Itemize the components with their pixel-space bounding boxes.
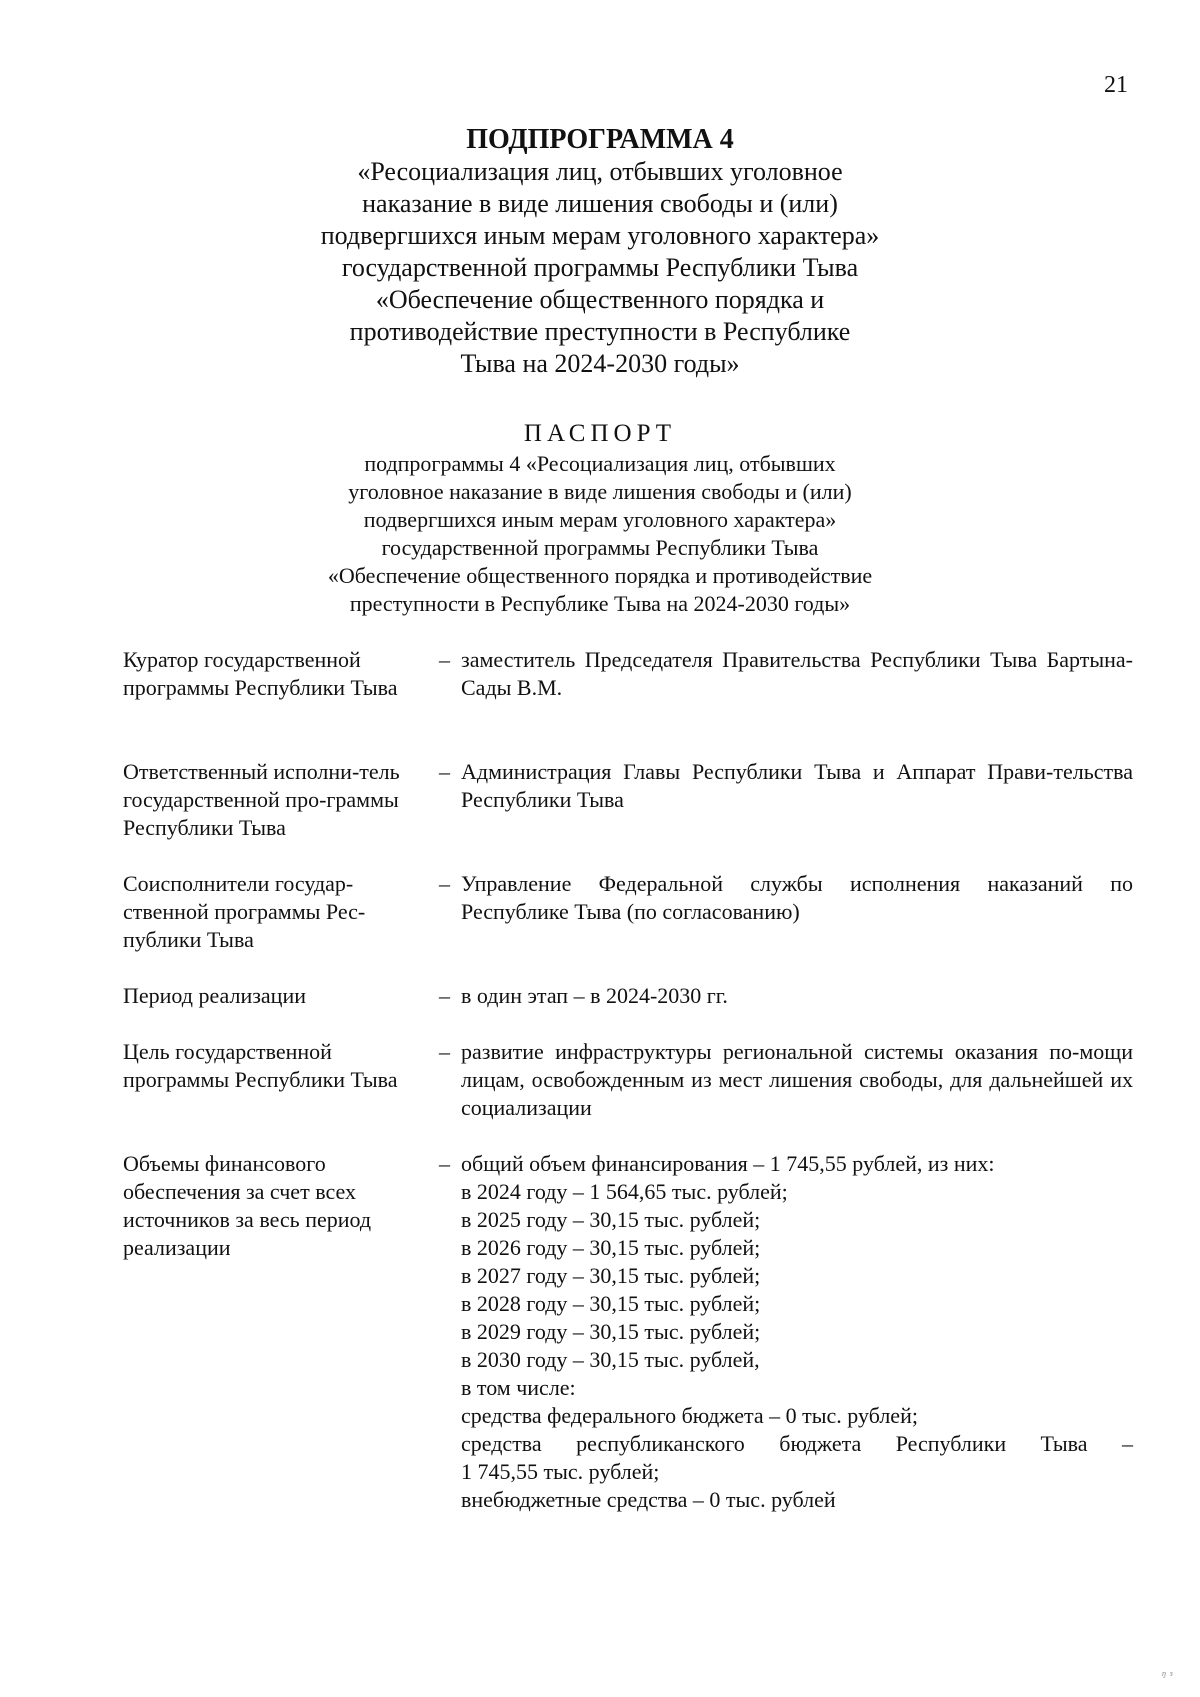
passport-row-curator	[123, 646, 1133, 758]
row-label: Период реализации	[123, 983, 307, 1008]
passport-subtitle-line: государственной программы Республики Тыва	[381, 535, 819, 560]
subprogram-subtitle-line: Тыва на 2024-2030 годы»	[460, 349, 740, 378]
subprogram-subtitle-line: «Обеспечение общественного порядка и	[375, 285, 825, 314]
passport-row-period	[123, 982, 1133, 1038]
subprogram-subtitle-line: подвергшихся иным мерам уголовного характера»	[320, 221, 880, 250]
funding-line: в 2025 году – 30,15 тыс. рублей;	[461, 1207, 761, 1232]
passport-row-goal	[123, 1038, 1133, 1150]
row-label: Объемы финансового обеспечения за счет всех источников за весь период реализации	[123, 1151, 372, 1260]
row-value: Администрация Главы Республики Тыва и Аппарат Прави-тельства Республики Тыва	[461, 759, 1133, 812]
row-dash: –	[439, 871, 450, 896]
funding-line: в 2030 году – 30,15 тыс. рублей,	[461, 1347, 760, 1372]
passport-row-responsible	[123, 758, 1133, 870]
funding-line: средства республиканского бюджета Республики Тыва –	[461, 1431, 1133, 1456]
row-dash: –	[439, 759, 450, 784]
subprogram-title: ПОДПРОГРАММА 4	[466, 124, 734, 155]
funding-line: в 2029 году – 30,15 тыс. рублей;	[461, 1319, 761, 1344]
row-value: Управление Федеральной службы исполнения наказаний по Республике Тыва (по согласованию)	[461, 871, 1133, 924]
row-label: Куратор государственной программы Республики Тыва	[123, 647, 398, 700]
passport-table	[123, 646, 1133, 1514]
corner-mark: ᵑ ᶟ	[1161, 1669, 1172, 1684]
funding-line: общий объем финансирования – 1 745,55 рублей, из них:	[461, 1151, 995, 1176]
row-value: заместитель Председателя Правительства Республики Тыва Бартына-Сады В.М.	[461, 647, 1133, 700]
subprogram-subtitle-line: государственной программы Республики Тыва	[341, 253, 859, 282]
passport-row-funding	[123, 1150, 1133, 1514]
passport-subtitle-line: преступности в Республике Тыва на 2024-2030 годы»	[349, 591, 851, 616]
passport-heading: ПАСПОРТ	[523, 420, 677, 447]
row-dash: –	[439, 1151, 450, 1176]
passport-subtitle-line: подпрограммы 4 «Ресоциализация лиц, отбывших	[364, 451, 836, 476]
subprogram-subtitle-line: «Ресоциализация лиц, отбывших уголовное	[357, 157, 843, 186]
funding-line: внебюджетные средства – 0 тыс. рублей	[461, 1487, 836, 1512]
row-label: Ответственный исполни-тель государственной про-граммы Республики Тыва	[123, 759, 400, 840]
row-label: Цель государственной программы Республики Тыва	[123, 1039, 398, 1092]
funding-line: в том числе:	[461, 1375, 576, 1400]
funding-line: в 2026 году – 30,15 тыс. рублей;	[461, 1235, 761, 1260]
passport-subtitle-line: уголовное наказание в виде лишения свободы и (или)	[348, 479, 852, 504]
subprogram-subtitle-line: противодействие преступности в Республике	[349, 317, 851, 346]
subprogram-title-block	[0, 124, 1200, 380]
passport-row-coexecutors	[123, 870, 1133, 982]
subprogram-subtitle-line: наказание в виде лишения свободы и (или)	[362, 189, 838, 218]
row-value: в один этап – в 2024-2030 гг.	[461, 983, 728, 1008]
funding-line: в 2024 году – 1 564,65 тыс. рублей;	[461, 1179, 788, 1204]
funding-line: 1 745,55 тыс. рублей;	[461, 1459, 660, 1484]
row-dash: –	[439, 983, 450, 1008]
passport-block	[0, 418, 1200, 618]
passport-subtitle-line: подвергшихся иным мерам уголовного характера»	[363, 507, 837, 532]
row-value: развитие инфраструктуры региональной системы оказания по-мощи лицам, освобожденным из мест лишения свободы, для дальнейшей их социализации	[461, 1039, 1133, 1120]
funding-line: в 2028 году – 30,15 тыс. рублей;	[461, 1291, 761, 1316]
funding-line: в 2027 году – 30,15 тыс. рублей;	[461, 1263, 761, 1288]
row-dash: –	[439, 1039, 450, 1064]
passport-subtitle-line: «Обеспечение общественного порядка и противодействие	[327, 563, 873, 588]
funding-lines	[461, 1150, 1133, 1514]
row-label: Соисполнители государ-ственной программы Рес-публики Тыва	[123, 871, 366, 952]
funding-line: средства федерального бюджета – 0 тыс. рублей;	[461, 1403, 918, 1428]
row-dash: –	[439, 647, 450, 672]
page-number: 21	[1104, 72, 1128, 98]
